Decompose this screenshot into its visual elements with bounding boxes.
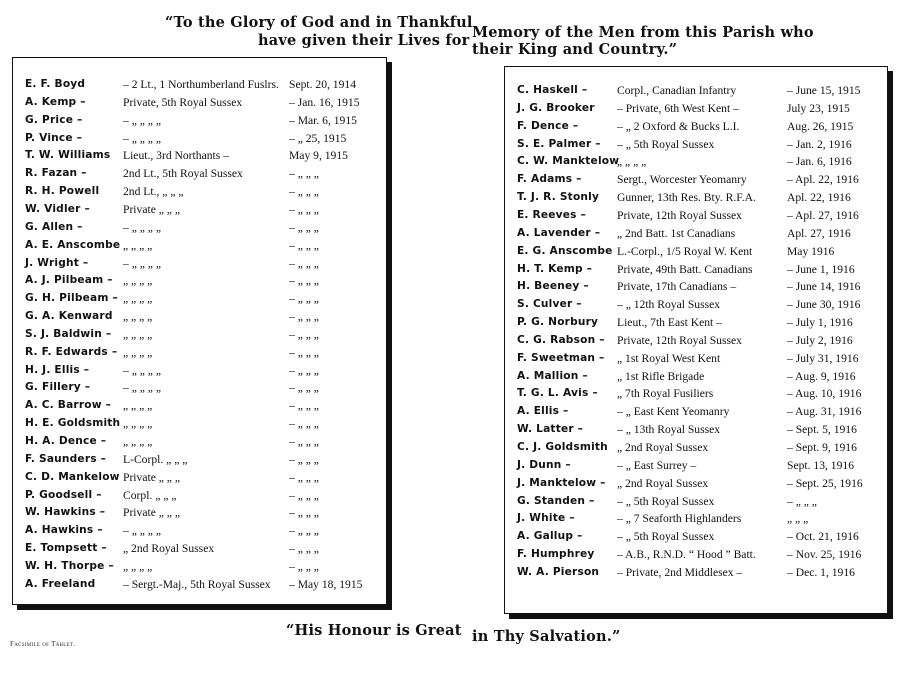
entry-date: – Apl. 27, 1916 [787,208,859,222]
entry-name: A. Hawkins – [25,524,103,537]
entry-rank-unit: „ 2nd Royal Sussex [123,542,215,556]
entry-rank-unit: L.-Corpl., 1/5 Royal W. Kent [617,244,753,258]
memorial-entry [13,558,386,576]
entry-name: H. T. Kemp – [517,262,593,275]
entry-name: G. Allen – [25,220,83,233]
entry-rank-unit: Corpl., Canadian Infantry [617,84,737,97]
entry-date: – Sept. 25, 1916 [787,476,863,490]
memorial-entry [505,171,887,189]
entry-name: C. J. Goldsmith [517,441,608,453]
inscription-heading-right-line2: their King and Country.” [472,41,678,58]
entry-name: A. C. Barrow – [25,399,112,412]
memorial-entry [13,379,386,397]
entry-name: A. Ellis – [517,405,569,418]
entry-date: – May 18, 1915 [289,577,363,591]
entry-date: Apl. 27, 1916 [787,226,851,240]
memorial-entry [505,118,887,136]
entry-name: F. Saunders – [25,452,107,465]
entry-name: E. Tompsett – [25,542,107,555]
entry-rank-unit: „ 2nd Royal Sussex [617,441,709,454]
entry-name: G. Standen – [517,494,595,507]
entry-rank-unit: – „ East Kent Yeomanry [617,405,730,419]
entry-rank-unit: – „ East Surrey – [617,458,697,472]
entry-rank-unit: Lieut., 7th East Kent – [617,316,722,330]
entry-name: C. D. Mankelow [25,470,120,483]
entry-rank-unit: – „ „ „ „ [123,113,161,127]
entry-date: – June 30, 1916 [787,298,861,312]
entry-name: F. Sweetman – [517,351,605,364]
entry-name: G. Fillery – [25,381,91,394]
entry-name: A. Kemp – [25,95,86,108]
memorial-entry [13,415,386,433]
entry-name: W. Vidler – [25,202,90,215]
entry-rank-unit: „ 1st Royal West Kent [617,351,721,365]
entry-date: – Oct. 21, 1916 [787,530,859,544]
entry-date: – „ „ „ [289,417,319,431]
entry-date: „ „ „ [787,512,809,526]
entry-date: – „ „ „ [289,381,319,395]
entry-rank-unit: Private „ „ „ [123,506,180,520]
entry-rank-unit: Private „ „ „ [123,470,180,484]
entry-name: A. Freeland [25,577,96,590]
memorial-entry [13,219,386,237]
memorial-entry [505,385,887,403]
entry-rank-unit: „ „ „ „ [123,399,153,413]
entry-name: F. Humphrey [517,548,595,561]
entry-date: – „ „ „ [289,310,319,324]
entry-name: J. G. Brooker [517,101,595,114]
memorial-entry [13,576,386,594]
entry-name: C. W. Manktelow [517,155,620,168]
entry-date: Aug. 26, 1915 [787,119,854,133]
memorial-entry [505,493,887,511]
entry-rank-unit: – Sergt.-Maj., 5th Royal Sussex [123,577,271,591]
entry-name: W. Latter – [517,423,584,436]
memorial-entry [13,272,386,290]
entry-date: – Jan. 2, 1916 [787,137,852,151]
entry-name: G. A. Kenward [25,310,113,323]
memorial-entry [505,457,887,475]
entry-date: – „ „ „ [289,488,319,502]
entry-name: A. Gallup – [517,530,583,543]
entry-rank-unit: – „ „ „ „ [123,381,161,395]
entry-date: – „ „ „ [289,274,319,288]
entry-name: A. Lavender – [517,226,601,239]
memorial-entry [505,403,887,421]
entry-name: R. F. Edwards – [25,345,118,358]
entry-name: J. Dunn – [517,458,571,471]
entry-name: H. A. Dence – [25,435,107,447]
entry-date: – Sept. 9, 1916 [787,441,857,454]
entry-name: T. G. L. Avis – [517,387,598,400]
memorial-entry [505,207,887,225]
entry-date: – „ „ „ [289,542,319,556]
entry-rank-unit: „ „ „ „ [123,417,153,431]
entry-name: A. E. Anscombe [25,238,121,251]
entry-rank-unit: 2nd Lt., 5th Royal Sussex [123,167,243,181]
entry-date: May 1916 [787,244,835,258]
memorial-entry [505,243,887,261]
memorial-entry [13,362,386,380]
memorial-entry [13,201,386,219]
memorial-entry [13,290,386,308]
entry-date: – „ „ „ [289,506,319,520]
entry-name: S. E. Palmer – [517,137,601,150]
entry-date: – Dec. 1, 1916 [787,565,855,579]
memorial-entry [505,136,887,154]
entry-rank-unit: „ „ „ „ [123,310,153,324]
entry-rank-unit: – A.B., R.N.D. “ Hood ” Batt. [617,548,756,562]
entry-date: – „ „ „ [289,559,319,573]
entry-name: W. Hawkins – [25,506,106,519]
entry-name: J. White – [517,512,575,525]
memorial-entry [505,350,887,368]
entry-date: – „ „ „ [289,470,319,484]
inscription-heading-left-line1: “To the Glory of God and in Thankful [165,14,473,31]
entry-date: – July 1, 1916 [787,316,853,330]
entry-name: A. J. Pilbeam – [25,274,113,287]
entry-rank-unit: „ „ „ „ [123,327,153,341]
memorial-entry [505,368,887,386]
entry-date: – Jan. 16, 1915 [289,95,360,109]
memorial-entry [13,255,386,273]
entry-rank-unit: L-Corpl. „ „ „ [123,452,188,466]
entry-date: Sept. 13, 1916 [787,458,854,472]
memorial-entry [13,112,386,130]
entry-date: – „ „ „ [289,399,319,413]
entry-rank-unit: „ „ „ „ [123,559,153,573]
memorial-entry [505,314,887,332]
entry-name: F. Dence – [517,119,579,132]
entry-date: – June 15, 1915 [787,84,861,97]
memorial-entry [13,540,386,558]
memorial-entry [13,504,386,522]
memorial-entry [505,528,887,546]
entry-rank-unit: Lieut., 3rd Northants – [123,149,229,163]
entry-rank-unit: Private „ „ „ [123,202,180,216]
entry-rank-unit: – „ 7 Seaforth Highlanders [617,512,742,526]
memorial-entry [13,326,386,344]
entry-rank-unit: Gunner, 13th Res. Bty. R.F.A. [617,191,756,205]
memorial-entry [505,296,887,314]
entry-date: – Aug. 9, 1916 [787,369,856,383]
entry-rank-unit: – „ „ „ „ [123,363,161,377]
memorial-entry [13,344,386,362]
entry-rank-unit: Private, 17th Canadians – [617,280,737,294]
inscription-heading-right-line1: Memory of the Men from this Parish who [472,24,814,41]
entry-rank-unit: – „ 12th Royal Sussex [617,298,721,312]
entry-rank-unit: Private, 5th Royal Sussex [123,95,243,109]
entry-rank-unit: – „ 5th Royal Sussex [617,494,715,508]
memorial-entry [505,153,887,171]
entry-rank-unit: Private, 49th Batt. Canadians [617,262,753,276]
entry-rank-unit: „ 2nd Royal Sussex [617,476,709,490]
entry-date: – Aug. 31, 1916 [787,405,862,419]
entry-date: – Jan. 6, 1916 [787,155,852,169]
memorial-panel-left [12,57,387,605]
memorial-entry [13,94,386,112]
memorial-entry [13,433,386,451]
entry-date: – June 1, 1916 [787,262,855,276]
entry-rank-unit: 2nd Lt., „ „ „ [123,185,184,199]
entry-name: W. A. Pierson [517,565,600,578]
entry-name: R. Fazan – [25,167,87,180]
entry-rank-unit: Private, 12th Royal Sussex [617,208,742,222]
memorial-entry [13,165,386,183]
memorial-entry [13,76,386,94]
memorial-entry [505,475,887,493]
entry-date: – Nov. 25, 1916 [787,548,862,562]
memorial-entry [505,421,887,439]
memorial-entry [505,332,887,350]
entry-rank-unit: – „ „ „ „ [123,220,161,234]
memorial-entry [13,237,386,255]
memorial-entry [13,308,386,326]
memorial-entry [505,439,887,457]
memorial-entry [13,487,386,505]
entry-date: July 23, 1915 [787,101,850,115]
entry-name: G. Price – [25,113,83,126]
entry-rank-unit: – 2 Lt., 1 Northumberland Fuslrs. [123,78,279,91]
entry-name: F. Adams – [517,173,582,186]
entry-name: S. Culver – [517,298,582,311]
entry-name: H. E. Goldsmith [25,417,121,430]
entry-date: – „ 25, 1915 [289,131,347,145]
entry-name: E. Reeves – [517,208,587,221]
entry-name: P. G. Norbury [517,316,599,329]
entry-rank-unit: „ „ „ „ [123,238,153,252]
memorial-entry [13,130,386,148]
entry-date: – June 14, 1916 [787,280,861,294]
entry-name: H. Beeney – [517,280,589,293]
entry-name: R. H. Powell [25,185,100,198]
entry-rank-unit: Private, 12th Royal Sussex [617,333,742,347]
entry-date: – „ „ „ [787,494,817,508]
entry-name: P. Goodsell – [25,488,102,501]
entry-name: C. Haskell – [517,84,588,96]
entry-name: W. H. Thorpe – [25,559,114,572]
memorial-entry [13,469,386,487]
entry-date: May 9, 1915 [289,149,348,163]
entry-rank-unit: „ „ „ „ [617,155,647,169]
entry-date: – „ „ „ [289,238,319,252]
entry-name: J. Wright – [25,256,89,269]
entry-rank-unit: – Private, 2nd Middlesex – [617,565,743,579]
memorial-entry [13,147,386,165]
entry-rank-unit: – „ 2 Oxford & Bucks L.I. [617,119,740,133]
entry-date: – „ „ „ [289,435,319,448]
entry-date: – „ „ „ [289,452,319,466]
memorial-entry [13,451,386,469]
entry-rank-unit: – „ 5th Royal Sussex [617,137,715,151]
entry-date: – „ „ „ [289,524,319,538]
entry-name: S. J. Baldwin – [25,327,112,340]
entry-rank-unit: „ 1st Rifle Brigade [617,369,705,383]
memorial-panel-right [504,66,888,614]
entry-rank-unit: „ „ „ „ [123,274,153,288]
entry-name: A. Mallion – [517,369,588,382]
entry-rank-unit: „ „ „ „ [123,345,153,359]
entry-rank-unit: „ 7th Royal Fusiliers [617,387,714,401]
entry-date: – Mar. 6, 1915 [289,113,357,127]
memorial-entry [505,225,887,243]
entry-date: – „ „ „ [289,185,319,199]
entry-name: T. W. Williams [25,149,111,162]
memorial-entry [505,189,887,207]
memorial-entry [13,522,386,540]
entry-rank-unit: – Private, 6th West Kent – [617,101,739,115]
entry-date: – „ „ „ [289,363,319,377]
inscription-footer-right: in Thy Salvation.” [472,628,621,645]
entry-date: – „ „ „ [289,167,319,181]
entry-date: – July 2, 1916 [787,333,853,347]
memorial-entry [505,564,887,582]
entry-date: – „ „ „ [289,256,319,270]
entry-rank-unit: Corpl. „ „ „ [123,488,177,502]
entry-rank-unit: – „ 13th Royal Sussex [617,423,721,437]
entry-date: – Apl. 22, 1916 [787,173,859,187]
entry-rank-unit: „ „ „ „ [123,292,153,306]
entry-name: J. Manktelow – [517,476,606,489]
memorial-entry [505,278,887,296]
entry-rank-unit: Sergt., Worcester Yeomanry [617,173,747,187]
entry-date: – „ „ „ [289,220,319,234]
entry-name: G. H. Pilbeam – [25,292,118,305]
entry-name: P. Vince – [25,131,83,144]
memorial-entry [505,546,887,564]
facsimile-caption: Facsimile of Tablet. [10,640,76,648]
memorial-entry [505,82,887,100]
entry-date: Apl. 22, 1916 [787,191,851,205]
memorial-entry [505,510,887,528]
entry-date: – „ „ „ [289,202,319,216]
memorial-entry [13,397,386,415]
entry-rank-unit: – „ 5th Royal Sussex [617,530,715,544]
entry-rank-unit: – „ „ „ „ [123,524,161,538]
entry-date: – July 31, 1916 [787,351,859,365]
entry-date: – „ „ „ [289,292,319,306]
entry-date: Sept. 20, 1914 [289,78,356,91]
entry-rank-unit: – „ „ „ „ [123,256,161,270]
entry-name: T. J. R. Stonly [517,191,600,204]
entry-date: – Sept. 5, 1916 [787,423,857,437]
entry-rank-unit: „ „ „ „ [123,435,153,448]
memorial-entry [13,183,386,201]
entry-date: – „ „ „ [289,345,319,359]
entry-name: E. G. Anscombe [517,244,613,257]
entry-date: – Aug. 10, 1916 [787,387,862,401]
memorial-entry [505,261,887,279]
inscription-heading-left-line2: have given their Lives for [258,32,470,49]
entry-rank-unit: „ 2nd Batt. 1st Canadians [617,226,736,240]
entry-name: C. G. Rabson – [517,333,605,346]
entry-rank-unit: – „ „ „ „ [123,131,161,145]
entry-name: E. F. Boyd [25,78,86,90]
entry-date: – „ „ „ [289,327,319,341]
inscription-footer-left: “His Honour is Great [286,622,462,639]
memorial-entry [505,100,887,118]
entry-name: H. J. Ellis – [25,363,90,376]
